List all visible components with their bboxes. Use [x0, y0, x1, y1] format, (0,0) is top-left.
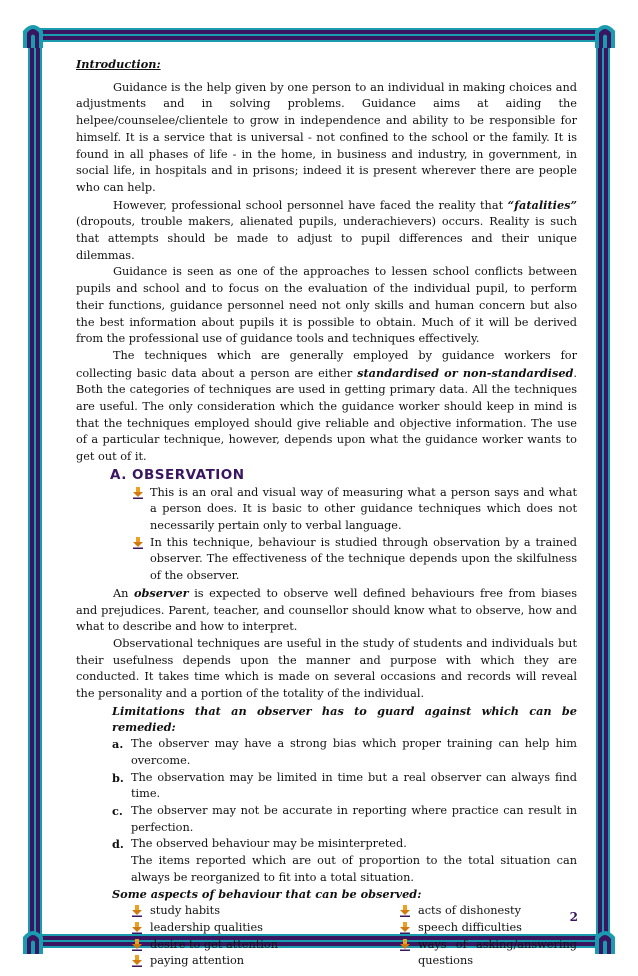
list-text: paying attention — [150, 954, 245, 968]
aspects-right-column — [346, 903, 577, 970]
page-number: 2 — [569, 910, 578, 924]
list-text: The observer may not be accurate in reporting where practice can result in perfection. — [131, 803, 577, 834]
bullet-item — [76, 535, 577, 585]
list-item — [76, 953, 346, 970]
paragraph — [76, 348, 577, 466]
list-text: desire to get attention — [150, 937, 278, 951]
page-border-right — [596, 30, 610, 946]
list-item — [76, 903, 346, 920]
arch-ornament-icon — [594, 928, 616, 954]
list-item — [76, 937, 346, 954]
text-run: The techniques which are generally employed by guidance workers for collecting basic data about a person are either — [76, 348, 577, 380]
arch-ornament-icon — [594, 22, 616, 48]
down-arrow-icon — [399, 939, 411, 951]
arch-ornament-icon — [22, 22, 44, 48]
list-text: speech difficulties — [418, 920, 522, 934]
text-run: . Both the categories of techniques are used in getting primary data. All the techniques are useful. The only consideration which the guidance worker should keep in mind is that the techniques employed should give reliable and objective information. The use of a particular technique, however, depends upon what the guidance worker wants to get out of it. — [76, 366, 577, 464]
aspects-heading: Some aspects of behaviour that can be observed: — [112, 887, 422, 902]
list-item — [76, 836, 577, 853]
section-heading-observation: A. OBSERVATION — [110, 466, 245, 483]
list-item — [76, 736, 577, 769]
list-marker: b. — [112, 770, 124, 785]
list-text: The observation may be limited in time but a real observer can always find time. — [131, 770, 577, 801]
document-body — [76, 56, 577, 970]
paragraph — [76, 585, 577, 636]
paragraph — [76, 197, 577, 265]
emphasis-observer: observer — [134, 585, 189, 600]
list-text: The observer may have a strong bias which proper training can help him overcome. — [131, 737, 577, 767]
text-run: is expected to observe well defined behaviours free from biases and prejudices. Parent, teacher, and counsellor should know what to observe, how and what to describe and how to interpret. — [76, 586, 578, 634]
list-marker: d. — [112, 837, 124, 852]
list-item — [346, 920, 577, 937]
introduction-heading: Introduction: — [76, 57, 161, 71]
down-arrow-icon — [131, 922, 143, 934]
bullet-item — [76, 485, 577, 535]
text-run: However, professional school personnel have faced the reality that — [113, 198, 508, 212]
emphasis-fatalities: “fatalities” — [507, 197, 577, 212]
list-marker: c. — [112, 803, 123, 818]
down-arrow-icon — [131, 939, 143, 951]
bullet-text: In this technique, behaviour is studied through observation by a trained observer. The effectiveness of the technique depends upon the skilfulness of the observer. — [150, 535, 577, 583]
page-border-left — [28, 30, 42, 946]
list-item — [346, 937, 577, 970]
arch-ornament-icon — [22, 928, 44, 954]
paragraph: Guidance is seen as one of the approaches to lessen school conflicts between pupils and school and to focus on the evaluation of the individual pupil, to perform their functions, guidance personnel need not only skills and human concern but also the best information about pupils it is possible to obtain. Much of it will be derived from the professional use of guidance tools and techniques effectively. — [76, 265, 577, 346]
limitations-heading: Limitations that an observer has to guard against which can be remedied: — [112, 703, 577, 735]
list-item — [76, 803, 577, 836]
aspects-left-column — [76, 903, 346, 970]
page-border-top — [30, 28, 608, 42]
aspects-list — [76, 903, 577, 970]
down-arrow-icon — [132, 487, 144, 499]
bullet-text: This is an oral and visual way of measuring what a person says and what a person does. It is basic to other guidance techniques which does not necessarily pertain only to verbal language. — [150, 485, 577, 532]
down-arrow-icon — [132, 537, 144, 549]
down-arrow-icon — [399, 905, 411, 917]
list-item — [76, 770, 577, 803]
list-text: The observed behaviour may be misinterpreted. — [131, 837, 407, 851]
paragraph: Guidance is the help given by one person to an individual in making choices and adjustments and in solving problems. Guidance aims at aiding the helpee/counselee/clientele to grow in independence and ability to be responsible for himself. It is a service that is universal - not confined to the school or the family. It is found in all phases of life - in the home, in business and industry, in government, in social life, in hospitals and in prisons; indeed it is present wherever there are people who can help. — [76, 80, 577, 194]
down-arrow-icon — [131, 955, 143, 967]
text-run: (dropouts, trouble makers, alienated pupils, underachievers) occurs. Reality is such that attempts should be made to adjust to pupil differences and their unique dilemmas. — [76, 215, 577, 262]
list-item — [346, 903, 577, 920]
list-item — [76, 920, 346, 937]
list-text: leadership qualities — [150, 920, 263, 934]
text-run: An — [113, 586, 134, 600]
paragraph: Observational techniques are useful in the study of students and individuals but their usefulness depends upon the manner and purpose with which they are conducted. It takes time which is made on several occasions and records will reveal the personality and a portion of the totality of the individual. — [76, 636, 577, 701]
down-arrow-icon — [131, 905, 143, 917]
list-marker: a. — [112, 737, 124, 752]
down-arrow-icon — [399, 922, 411, 934]
list-text: ways of asking/answering questions — [418, 937, 577, 968]
limitations-note: The items reported which are out of proportion to the total situation can always be reorganized to fit into a total situation. — [131, 854, 577, 884]
list-text: acts of dishonesty — [418, 904, 521, 918]
emphasis-standardised: standardised or non-standardised — [357, 365, 574, 380]
list-text: study habits — [150, 904, 221, 918]
